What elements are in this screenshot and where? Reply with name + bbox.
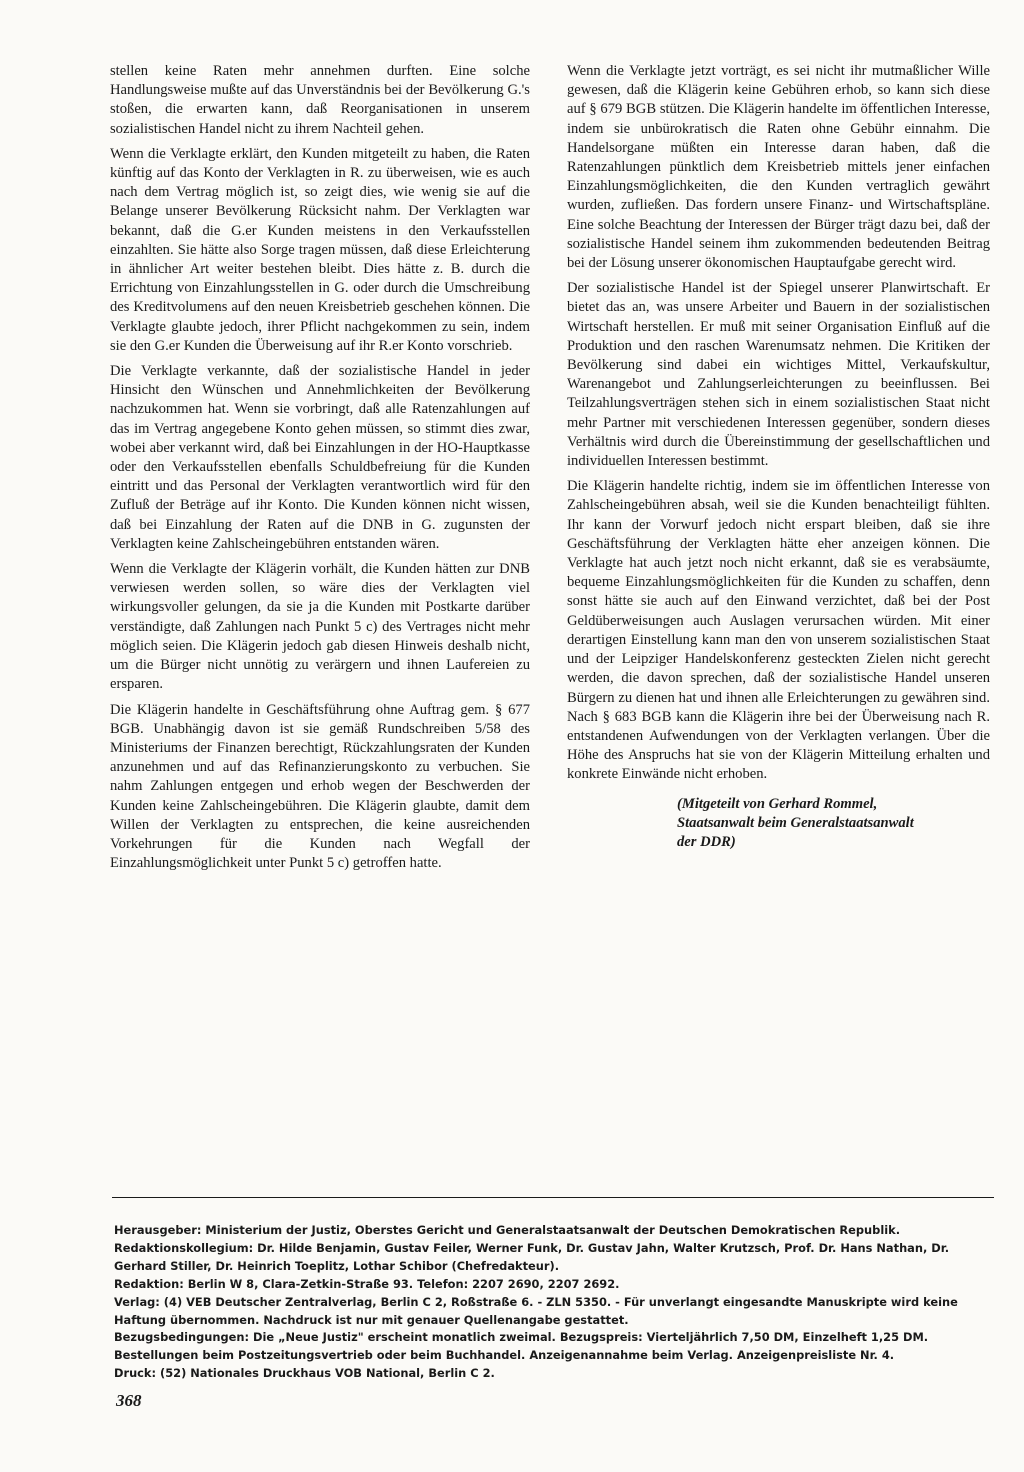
article-left-column: [110, 62, 530, 879]
imprint-verlag: [114, 1294, 994, 1330]
right-paragraph-2: Der sozialistische Handel ist der Spiegel unserer Planwirtschaft. Er bietet das an, was unsere Arbeiter und Bauern in der sozialistischen Wirtschaft herstellen. Er muß mit seiner Organisation Einfluß auf die Produktion und den raschen Warenumsatz nehmen. Die Kritiken der Bevölkerung sind dabei ein wichtiges Mittel, Verkaufskultur, Warenangebot und Zahlungserleichterungen zu beeinflussen. Bei Teilzahlungsverträgen stehen sich in einem sozialistischen Staat nicht mehr Partner mit verschiedenen Interessen gegenüber, sondern dieses Verhältnis wird durch die Übereinstimmung der gesellschaftlichen und individuellen Interessen bestimmt.: [567, 280, 990, 470]
imprint-redaktion-text: Berlin W 8, Clara-Zetkin-Straße 93. Telefon: 2207 2690, 2207 2692.: [183, 1276, 620, 1291]
imprint-kollegium-text: Dr. Hilde Benjamin, Gustav Feiler, Werner Funk, Dr. Gustav Jahn, Walter Krutzsch, Prof. Dr. Hans Nathan, Dr. Gerhard Stiller, Dr. Heinrich Toeplitz, Lothar Schibor (Chefredakteur).: [114, 1240, 950, 1273]
imprint-druck-label: Druck:: [114, 1366, 157, 1381]
right-paragraph-1: Wenn die Verklagte jetzt vorträgt, es sei nicht ihr mutmaßlicher Wille gewesen, daß die Klägerin keine Gebühren erhob, so kann sich diese auf § 679 BGB stützen. Die Klägerin handelte im öffentlichen Interesse, indem sie unbürokratisch die Raten ohne Gebühr einnahm. Die Handelsorgane müßten ein Interesse daran haben, daß die Ratenzahlungen pünktlich dem Kreisbetrieb mittels jener einfachen Einzahlungsmöglichkeiten, die den Kunden vertraglich gewährt wurden, zufließen. Das fordern unsere Finanz- und Wirtschaftspläne. Eine solche Beachtung der Interessen der Bürger trägt dazu bei, daß der sozialistische Handel seinem ihm zukommenden bedeutenden Beitrag bei der Lösung unserer ökonomischen Hauptaufgabe gerecht wird.: [567, 63, 990, 272]
left-paragraph-1: stellen keine Raten mehr annehmen durften. Eine solche Handlungsweise mußte auf das Unverständnis bei der Bevölkerung G.'s stoßen, die erwarten kann, daß Reorganisationen in unserem sozialistischen Handel nicht zu ihrem Nachteil gehen.: [110, 63, 530, 137]
page-number: 368: [116, 1391, 142, 1410]
attribution: [677, 795, 990, 853]
imprint-redaktion: [114, 1276, 994, 1294]
attribution-line-3: der DDR): [677, 833, 736, 850]
imprint-redaktion-label: Redaktion:: [114, 1276, 184, 1291]
imprint-bezug-text: Die „Neue Justiz" erscheint monatlich zweimal. Bezugspreis: Vierteljährlich 7,50 DM, Einzelheft 1,25 DM. Bestellungen beim Postzeitungsvertrieb oder beim Buchhandel. Anzeigenannahme beim Verlag. Anzeigenpreisliste Nr. 4.: [114, 1330, 929, 1363]
left-paragraph-2: Wenn die Verklagte erklärt, den Kunden mitgeteilt zu haben, die Raten künftig auf das Konto der Verklagten in R. zu überweisen, wie es auch nach dem Vertrag möglich ist, so zeigt dies, wie wenig sie auf die Belange unserer Bevölkerung Rücksicht nahm. Der Verklagten war bekannt, daß die G.er Kunden meistens in den Verkaufsstellen einzahlten. Sie hätte also Sorge tragen müssen, daß diese Erleichterung in ähnlicher Art weiter bestehen bleibt. Dies hätte z. B. durch die Errichtung von Einzahlungsstellen in G. oder durch die Umschreibung des Kreditvolumens auf den neuen Kreisbetrieb geschehen können. Die Verklagte glaubte jedoch, ihrer Pflicht nachgekommen zu sein, indem sie den G.er Kunden die Überweisung auf ihr R.er Konto vorschrieb.: [110, 145, 530, 354]
imprint-verlag-label: Verlag:: [114, 1294, 160, 1309]
imprint-bezug: [114, 1329, 994, 1365]
right-paragraph-3: Die Klägerin handelte richtig, indem sie im öffentlichen Interesse von Zahlscheingebühren absah, weil sie die Kunden benachteiligt fühlten. Ihr kann der Vorwurf jedoch nicht erspart bleiben, daß sie ihre Geschäftsführung der Verklagten hätte eher anzeigen können. Die Verklagte hat auch jetzt noch nicht erkannt, daß sie es verabsäumte, bequeme Einzahlungsmöglichkeiten für die Kunden zu schaffen, denn sonst hätte sie auch auf den Einwand verzichtet, daß bei der Post Geldüberweisungen auch Auslagen verursachen würden. Mit einer derartigen Einstellung kann man den von unserem sozialistischen Staat und der Leipziger Handelskonferenz gesteckten Zielen nicht gerecht werden, die davon sprechen, daß der sozialistische Handel unseren Bürgern zu dienen hat und ihnen alle Erleichterungen zu gewähren sind. Nach § 683 BGB kann die Klägerin ihre bei der Überweisung nach R. entstandenen Aufwendungen von der Verklagten verlangen. Über die Höhe des Anspruchs hat sie von der Klägerin Mitteilung erhalten und konkrete Einwände nicht erhoben.: [567, 478, 990, 783]
imprint: [114, 1222, 994, 1383]
attribution-line-2: Staatsanwalt beim Generalstaatsanwalt: [677, 814, 914, 831]
attribution-line-1: (Mitgeteilt von Gerhard Rommel,: [677, 795, 878, 812]
left-paragraph-3: Die Verklagte verkannte, daß der sozialistische Handel in jeder Hinsicht den Wünschen und Annehmlichkeiten der Bevölkerung nachzukommen hat. Wenn sie vorbringt, daß alle Ratenzahlungen auf das im Vertrag angegebene Konto gehen müssen, so stimmt dies zwar, wobei aber verkannt wird, daß bei Einzahlungen in der HO-Hauptkasse oder den Verkaufsstellen ebenfalls Schuldbefreiung für die Kunden eintritt und das Personal der Verklagten verantwortlich wird für den Zufluß der Beträge auf ihr Konto. Die Kunden können nicht wissen, daß bei Einzahlung der Raten auf die DNB in G. zugunsten der Verklagten keine Zahlscheingebühren entstanden wären.: [110, 363, 530, 552]
imprint-divider: [112, 1197, 994, 1198]
imprint-druck: [114, 1365, 994, 1383]
imprint-verlag-text: (4) VEB Deutscher Zentralverlag, Berlin C 2, Roßstraße 6. - ZLN 5350. - Für unverlangt eingesandte Manuskripte wird keine Haftung übernommen. Nachdruck ist nur mit genauer Quellenangabe gestattet.: [114, 1294, 958, 1327]
article-right-column: [567, 62, 990, 852]
imprint-kollegium: [114, 1240, 994, 1276]
left-paragraph-4: Wenn die Verklagte der Klägerin vorhält, die Kunden hätten zur DNB verwiesen werden sollen, so wäre dies der Verklagten viel wirkungsvoller gelungen, da sie ja die Kunden mit Postkarte darüber verständigte, daß Zahlungen nach Punkt 5 c) des Vertrages nicht mehr möglich seien. Die Klägerin jedoch gab diesen Hinweis deshalb nicht, um die Bürger nicht unnötig zu verärgern und ihnen Laufereien zu ersparen.: [110, 561, 530, 693]
imprint-kollegium-label: Redaktionskollegium:: [114, 1240, 254, 1255]
imprint-bezug-label: Bezugsbedingungen:: [114, 1330, 250, 1345]
imprint-druck-text: (52) Nationales Druckhaus VOB National, Berlin C 2.: [156, 1366, 495, 1381]
imprint-herausgeber-text: Ministerium der Justiz, Oberstes Gericht und Generalstaatsanwalt der Deutschen Demokratischen Republik.: [201, 1223, 901, 1237]
imprint-herausgeber-label: Herausgeber:: [114, 1223, 202, 1237]
left-paragraph-5: Die Klägerin handelte in Geschäftsführung ohne Auftrag gem. § 677 BGB. Unabhängig davon ist sie gemäß Rundschreiben 5/58 des Ministeriums der Finanzen berechtigt, Rückzahlungsraten der Kunden anzunehmen und auf das Refinanzierungskonto zu verbuchen. Sie nahm Zahlungen entgegen und erhob wegen der Beschwerden der Kunden keine Zahlscheingebühren. Die Klägerin glaubte, damit dem Willen der Verklagten zu entsprechen, die keine ausreichenden Vorkehrungen für die Kunden nach Wegfall der Einzahlungsmöglichkeit unter Punkt 5 c) getroffen hatte.: [110, 701, 530, 872]
imprint-herausgeber: [114, 1222, 994, 1240]
